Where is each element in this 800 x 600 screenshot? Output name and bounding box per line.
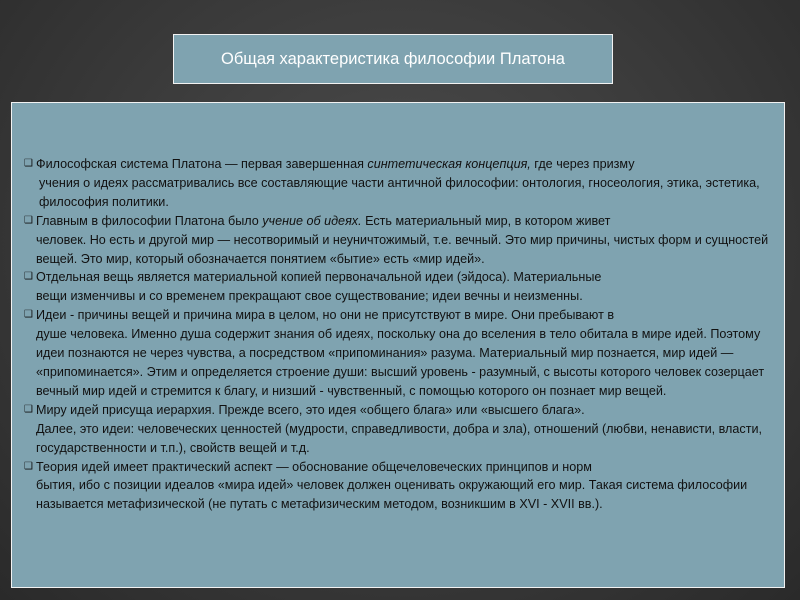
checkbox-bullet-icon: ❑	[24, 158, 33, 169]
slide-title: Общая характеристика философии Платона	[221, 49, 565, 68]
checkbox-bullet-icon: ❑	[24, 271, 33, 283]
bullet-first-line	[36, 155, 779, 174]
bullet-item	[24, 306, 779, 401]
checkbox-bullet-icon: ❑	[24, 214, 33, 226]
bullet-continuation: Далее, это идеи: человеческих ценностей (мудрости, справедливости, добра и зла), отношений (любви, ненависти, власти, государственности и т.п.), свойств вещей и т.д.	[36, 421, 763, 455]
bullet-text: Есть материальный мир, в котором живет	[361, 213, 611, 228]
bullet-list	[24, 155, 779, 514]
bullet-text: Философская система Платона — первая завершенная	[36, 157, 368, 171]
bullet-item	[24, 155, 779, 212]
content-box	[11, 102, 785, 588]
bullet-first-line: Идеи - причины вещей и причина мира в целом, но они не присутствуют в мире. Они пребывают в	[36, 308, 615, 323]
bullet-first-line: Теория идей имеет практический аспект — обоснование общечеловеческих принципов и норм	[36, 459, 592, 474]
bullet-continuation: учения о идеях рассматривались все составляющие части античной философии: онтология, гносеология, этика, эстетика, философия политики.	[39, 175, 760, 209]
bullet-continuation: вещи изменчивы и со временем прекращают свое существование; идеи вечны и неизменны.	[36, 289, 583, 304]
bullet-emphasis: учение об идеях.	[262, 213, 362, 228]
bullet-first-line: Миру идей присуща иерархия. Прежде всего, это идея «общего блага» или «высшего блага».	[36, 402, 585, 417]
bullet-item	[24, 401, 779, 458]
bullet-item	[24, 212, 779, 269]
checkbox-bullet-icon: ❑	[24, 403, 33, 415]
checkbox-bullet-icon: ❑	[24, 460, 33, 472]
bullet-continuation: человек. Но есть и другой мир — несотворимый и неуничтожимый, т.е. вечный. Это мир причины, чистых форм и сущностей вещей. Это мир, который обозначается понятием «бытие» есть «мир идей».	[36, 232, 769, 266]
bullet-first-line	[36, 212, 779, 231]
bullet-item	[24, 268, 779, 306]
checkbox-bullet-icon: ❑	[24, 309, 33, 321]
bullet-text: Главным в философии Платона было	[36, 213, 263, 228]
bullet-text: где через призму	[530, 157, 635, 171]
bullet-emphasis: синтетическая концепция,	[367, 157, 531, 171]
bullet-continuation: душе человека. Именно душа содержит знания об идеях, поскольку она до вселения в тело обитала в мире идей. Поэтому идеи познаются не через чувства, а посредством «припоминания» разума. Материальный мир познается, мир идей — «припоминается». Этим и определяется строение души: высший уровень - разумный, с высоты которого человек созерцает вечный мир идей и стремится к благу, и низший - чувственный, с помощью которого он познает мир вещей.	[36, 327, 765, 398]
bullet-item	[24, 458, 779, 515]
bullet-continuation: бытия, ибо с позиции идеалов «мира идей» человек должен оценивать окружающий его мир. Такая система философии называется метафизической (не путать с метафизическим методом, возникшим в XVI - XVII вв.).	[36, 478, 748, 512]
bullet-first-line: Отдельная вещь является материальной копией первоначальной идеи (эйдоса). Материальные	[36, 270, 602, 285]
slide-title-box	[173, 34, 613, 84]
